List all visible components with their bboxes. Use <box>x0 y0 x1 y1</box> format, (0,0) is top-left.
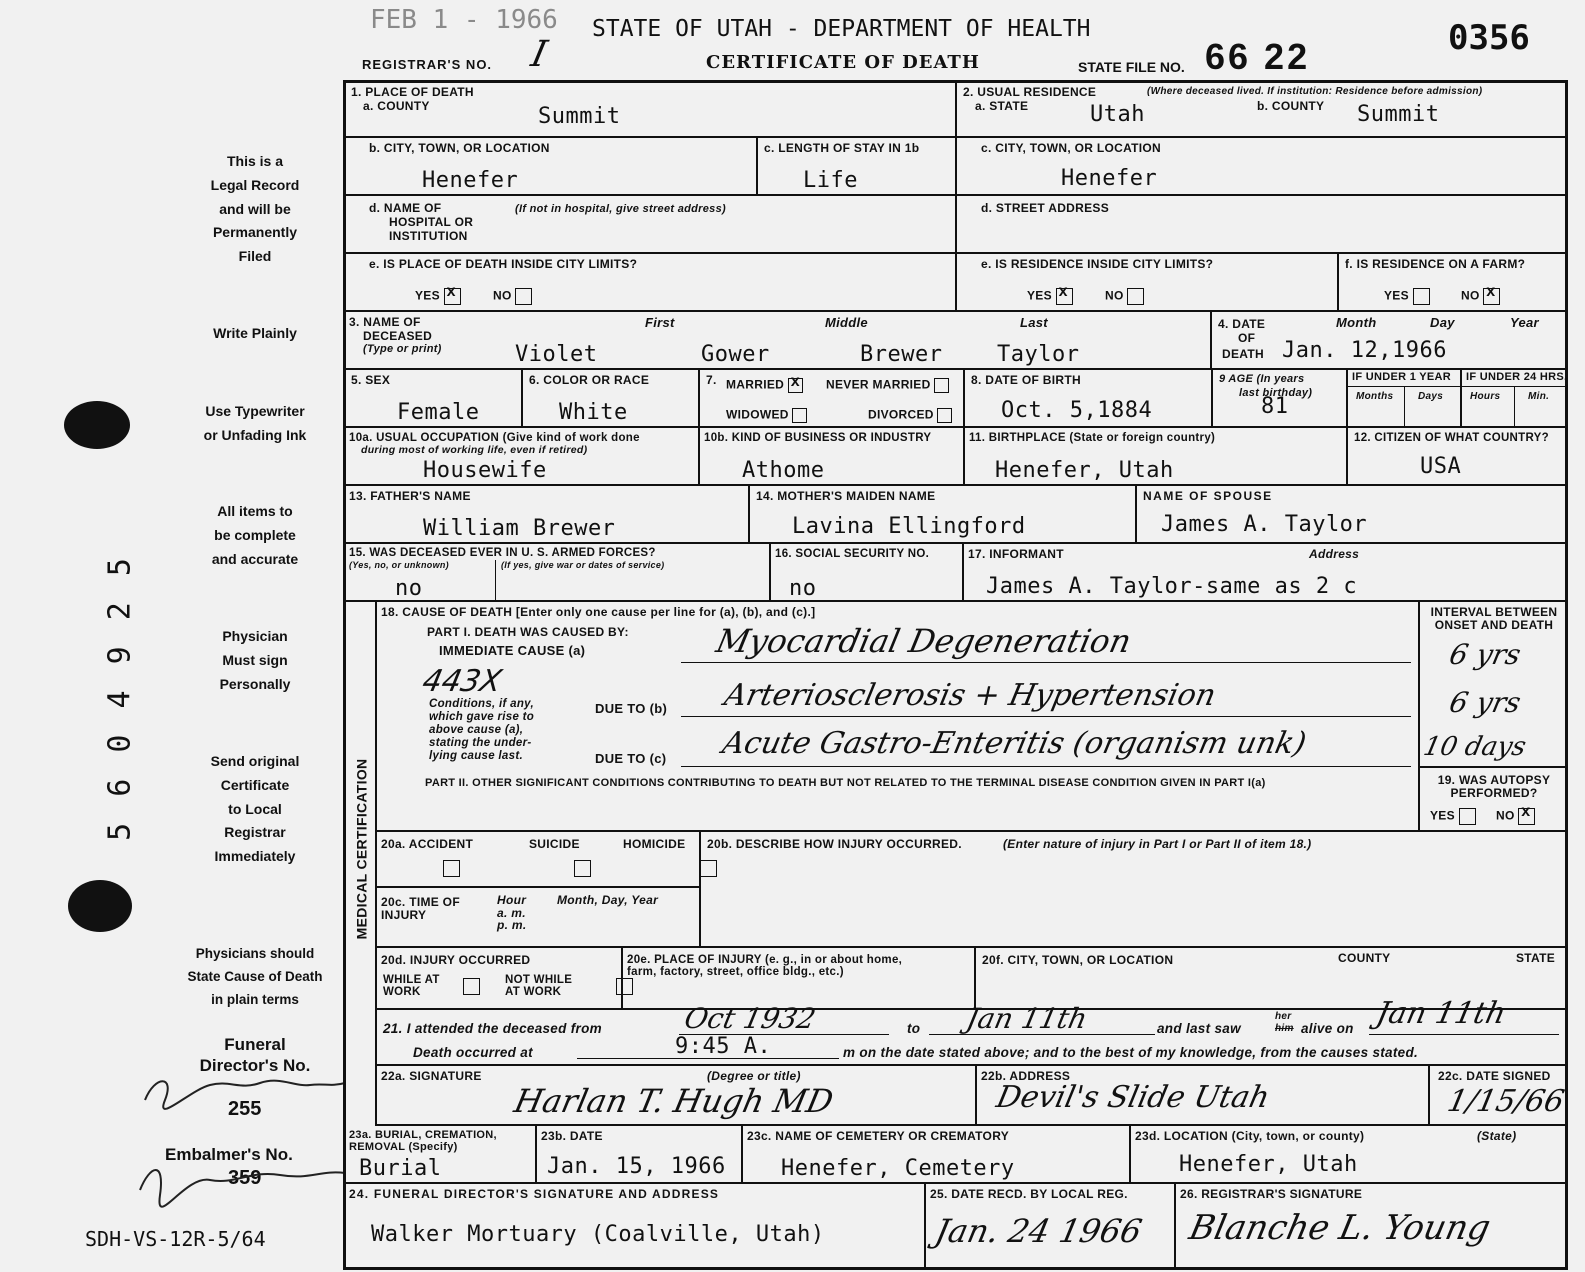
date-of-death-cell: 4. DATE OF DEATH Month Day Year Jan. 12,1966 <box>1212 312 1568 370</box>
race-cell: 6. COLOR OR RACE White <box>523 370 700 428</box>
accident-type-cell: 20a. ACCIDENT SUICIDE HOMICIDE <box>377 832 701 888</box>
farm-yes-checkbox[interactable] <box>1413 288 1430 305</box>
signature-cell: 22a. SIGNATURE (Degree or title) Harlan T. Hugh MD <box>377 1066 977 1126</box>
residence-county-value: Summit <box>1357 102 1440 127</box>
department-title: STATE OF UTAH - DEPARTMENT OF HEALTH <box>592 16 1091 42</box>
social-security-cell: 16. SOCIAL SECURITY NO. no <box>771 544 964 602</box>
burial-cell: 23a. BURIAL, CREMATION, REMOVAL (Specify) Burial <box>345 1126 537 1184</box>
sidebar-typewriter-note: Use Typewriter or Unfading Ink <box>203 403 307 443</box>
father-name-value: William Brewer <box>423 516 616 541</box>
attended-cell: 21. I attended the deceased from Oct 1932 to Jan 11th and last saw her him alive on Jan 11th Death occurred at 9:45 A. m on the date stated above; and to the best of my knowledge, from the causes stated. <box>377 1010 1568 1066</box>
interval-cell: INTERVAL BETWEEN ONSET AND DEATH 6 yrs 6 yrs 10 days <box>1420 602 1568 768</box>
citizen-value: USA <box>1420 454 1462 479</box>
residence-inside-limits-no-checkbox[interactable] <box>1127 288 1144 305</box>
length-of-stay-cell: c. LENGTH OF STAY IN 1b Life <box>758 138 957 196</box>
deceased-middle-name: Gower <box>701 342 770 367</box>
residence-city-cell: c. CITY, TOWN, OR LOCATION Henefer <box>957 138 1568 196</box>
under-24-hours-cell: IF UNDER 24 HRS. Hours Min. <box>1462 370 1568 428</box>
suicide-checkbox[interactable] <box>574 860 591 877</box>
physician-address-value: Devil's Slide Utah <box>993 1080 1273 1115</box>
autopsy-yes-checkbox[interactable] <box>1459 808 1476 825</box>
attended-from-value: Oct 1932 <box>681 1002 819 1035</box>
death-inside-limits-yes-checkbox[interactable] <box>444 288 461 305</box>
death-inside-limits-no-checkbox[interactable] <box>515 288 532 305</box>
injury-description-cell: 20b. DESCRIBE HOW INJURY OCCURRED. (Enter nature of injury in Part I or Part II of item 18.) <box>701 832 1568 948</box>
married-checkbox[interactable] <box>788 378 803 393</box>
sidebar-legal-note: This is a Legal Record and will be Permanently Filed <box>210 153 300 265</box>
date-signed-cell: 22c. DATE SIGNED 1/15/66 <box>1430 1066 1568 1126</box>
state-file-value: 66 22 <box>1205 36 1311 77</box>
interval-c-value: 10 days <box>1420 732 1529 762</box>
due-to-b-value: Arteriosclerosis + Hypertension <box>721 678 1220 713</box>
sidebar-send-note: Send original Certificate to Local Registrar Immediately <box>210 753 300 865</box>
father-name-cell: 13. FATHER'S NAME William Brewer <box>345 486 750 544</box>
cemetery-value: Henefer, Cemetery <box>781 1156 1015 1181</box>
occupation-cell: 10a. USUAL OCCUPATION (Give kind of work done during most of working life, even if retired) Housewife <box>345 428 700 486</box>
under-1-year-cell: IF UNDER 1 YEAR Months Days <box>1348 370 1462 428</box>
mother-name-cell: 14. MOTHER'S MAIDEN NAME Lavina Ellingford <box>750 486 1137 544</box>
injury-occurred-cell: 20d. INJURY OCCURRED WHILE AT WORK NOT WHILE AT WORK <box>377 948 623 1010</box>
time-of-injury-cell: 20c. TIME OF INJURY Hour a. m. p. m. Month, Day, Year <box>377 888 701 948</box>
cemetery-cell: 23c. NAME OF CEMETERY OR CREMATORY Henefer, Cemetery <box>743 1126 1131 1184</box>
date-signed-value: 1/15/66 <box>1444 1084 1568 1119</box>
while-at-work-checkbox[interactable] <box>463 978 480 995</box>
spouse-name-value: James A. Taylor <box>1161 512 1368 537</box>
informant-value: James A. Taylor-same as 2 c <box>986 574 1358 599</box>
mother-name-value: Lavina Ellingford <box>792 514 1026 539</box>
sidebar-cause-note: Physicians should State Cause of Death in plain terms <box>187 946 323 1007</box>
corner-number: 0356 <box>1448 18 1530 58</box>
attended-to-value: Jan 11th <box>963 1002 1091 1035</box>
registrar-signature-cell: 26. REGISTRAR'S SIGNATURE Blanche L. Young <box>1180 1187 1494 1248</box>
funeral-director-label: Funeral Director's No. <box>199 1035 311 1076</box>
deceased-middle-name-2: Brewer <box>860 342 943 367</box>
widowed-checkbox[interactable] <box>792 408 807 423</box>
burial-date-cell: 23b. DATE Jan. 15, 1966 <box>537 1126 743 1184</box>
due-to-c-value: Acute Gastro-Enteritis (organism unk) <box>719 726 1310 761</box>
date-of-birth-value: Oct. 5,1884 <box>1001 398 1153 423</box>
armed-forces-value: no <box>395 576 423 601</box>
race-value: White <box>559 400 628 425</box>
funeral-director-no: 255 <box>228 1098 262 1120</box>
residence-inside-limits-yes-checkbox[interactable] <box>1056 288 1073 305</box>
place-county-cell: 1. PLACE OF DEATH a. COUNTY Summit <box>345 82 957 138</box>
farm-no-checkbox[interactable] <box>1483 288 1500 305</box>
death-time-value: 9:45 A. <box>675 1034 772 1059</box>
residence-state-value: Utah <box>1090 102 1145 127</box>
occupation-value: Housewife <box>423 458 547 483</box>
residence-state-cell: 2. USUAL RESIDENCE (Where deceased lived. If institution: Residence before admission) a. STATE Utah b. COUNTY Summit <box>957 82 1568 138</box>
date-received-value: Jan. 24 1966 <box>931 1212 1146 1250</box>
deceased-last-name: Taylor <box>997 342 1080 367</box>
date-of-death-value: Jan. 12,1966 <box>1282 338 1447 363</box>
spouse-name-cell: NAME OF SPOUSE James A. Taylor <box>1137 486 1568 544</box>
sex-value: Female <box>397 400 480 425</box>
place-county-value: Summit <box>538 104 621 129</box>
date-received-cell: 25. DATE RECD. BY LOCAL REG. Jan. 24 1966 <box>926 1184 1176 1268</box>
registrar-signature: Blanche L. Young <box>1185 1208 1494 1248</box>
form-number: SDH-VS-12R-5/64 <box>85 1227 266 1251</box>
place-of-injury-cell: 20e. PLACE OF INJURY (e. g., in or about home, farm, factory, street, office bldg., etc.) <box>623 948 976 1010</box>
burial-value: Burial <box>359 1156 442 1181</box>
state-file-label: STATE FILE NO. <box>1078 59 1185 75</box>
deceased-first-name: Violet <box>515 342 598 367</box>
sidebar-complete-note: All items to be complete and accurate <box>211 503 299 567</box>
citizen-cell: 12. CITIZEN OF WHAT COUNTRY? USA <box>1348 428 1568 486</box>
informant-cell: 17. INFORMANT Address James A. Taylor-same as 2 c <box>964 544 1568 602</box>
interval-a-value: 6 yrs <box>1446 638 1524 671</box>
deceased-name-cell: 3. NAME OF DECEASED (Type or print) First Middle Last Violet Gower Brewer Taylor <box>345 312 1212 370</box>
date-of-birth-cell: 8. DATE OF BIRTH Oct. 5,1884 <box>965 370 1213 428</box>
immediate-cause-value: Myocardial Degeneration <box>712 622 1135 660</box>
hospital-cell: d. NAME OF HOSPITAL OR INSTITUTION (If not in hospital, give street address) <box>345 196 957 254</box>
physician-address-cell: 22b. ADDRESS Devil's Slide Utah <box>977 1066 1430 1126</box>
date-stamp: FEB 1 - 1966 <box>370 5 558 35</box>
business-value: Athome <box>742 458 825 483</box>
birthplace-value: Henefer, Utah <box>995 458 1174 483</box>
certificate-title: CERTIFICATE OF DEATH <box>706 52 980 73</box>
street-address-cell: d. STREET ADDRESS <box>957 196 1568 254</box>
autopsy-cell: 19. WAS AUTOPSY PERFORMED? YES NO x <box>1420 768 1568 832</box>
age-cell: 9 AGE (In years last birthday) 81 <box>1213 370 1348 428</box>
autopsy-no-checkbox[interactable] <box>1518 808 1535 825</box>
interval-b-value: 6 yrs <box>1446 686 1524 719</box>
injury-city-cell: 20f. CITY, TOWN, OR LOCATION COUNTY STATE <box>976 948 1568 1010</box>
death-city-limits-cell: e. IS PLACE OF DEATH INSIDE CITY LIMITS? YES x NO <box>345 254 957 312</box>
length-of-stay-value: Life <box>803 168 858 193</box>
embalmer-label: Embalmer's No. <box>165 1145 293 1164</box>
residence-city-value: Henefer <box>1061 166 1158 191</box>
funeral-director-value: Walker Mortuary (Coalville, Utah) <box>371 1222 825 1247</box>
funeral-director-cell: 24. FUNERAL DIRECTOR'S SIGNATURE AND ADDRESS Walker Mortuary (Coalville, Utah) <box>345 1184 926 1268</box>
registrar-no-value: I <box>527 34 551 75</box>
physician-signature: Harlan T. Hugh MD <box>510 1082 837 1120</box>
vertical-serial-number: 5 6 0 4 9 2 5 <box>102 554 138 841</box>
registrar-no-label: REGISTRAR'S NO. <box>362 57 493 72</box>
accident-checkbox[interactable] <box>443 860 460 877</box>
armed-forces-cell: 15. WAS DECEASED EVER IN U. S. ARMED FORCES? (Yes, no, or unknown) (If yes, give war or dates of service) no <box>345 544 771 602</box>
divorced-checkbox[interactable] <box>937 408 952 423</box>
sidebar-physician-note: Physician Must sign Personally <box>219 628 291 692</box>
last-seen-value: Jan 11th <box>1373 996 1510 1031</box>
place-city-value: Henefer <box>422 168 519 193</box>
social-security-value: no <box>789 576 817 601</box>
burial-location-cell: 23d. LOCATION (City, town, or county) (State) Henefer, Utah <box>1131 1126 1568 1184</box>
sidebar-write-note: Write Plainly <box>213 325 297 341</box>
medical-certification-label: MEDICAL CERTIFICATION <box>353 758 370 940</box>
burial-date-value: Jan. 15, 1966 <box>547 1154 726 1179</box>
business-cell: 10b. KIND OF BUSINESS OR INDUSTRY Athome <box>700 428 965 486</box>
burial-location-value: Henefer, Utah <box>1179 1152 1358 1177</box>
punch-hole-bottom <box>68 880 132 932</box>
marital-status-cell: 7. MARRIED x NEVER MARRIED WIDOWED DIVORCED <box>700 370 965 428</box>
embalmer-no: 359 <box>228 1167 262 1189</box>
residence-farm-cell: f. IS RESIDENCE ON A FARM? YES NO x <box>1339 254 1568 312</box>
funeral-director-signature <box>130 1055 350 1215</box>
birthplace-cell: 11. BIRTHPLACE (State or foreign country) Henefer, Utah <box>965 428 1348 486</box>
cause-code: 443X <box>419 664 505 699</box>
place-city-cell: b. CITY, TOWN, OR LOCATION Henefer <box>345 138 758 196</box>
cause-of-death-cell: 18. CAUSE OF DEATH [Enter only one cause per line for (a), (b), and (c).] PART I. DEATH WAS CAUSED BY: IMMEDIATE CAUSE (a) Myocardial Degeneration 443X Conditions, if any, which gave rise to above cause (a), stating the under- lying cause last. DUE TO (b) Arteriosclerosis + Hypertension DUE TO (c) Acute Gastro-Enteritis (organism unk) PART II. OTHER SIGNIFICANT CONDITIONS CONTRIBUTING TO DEATH BUT NOT RELATED TO THE TERMINAL DISEASE CONDITION GIVEN IN PART I(a) <box>377 602 1420 832</box>
punch-hole-top <box>64 401 130 449</box>
age-value: 81 <box>1261 394 1289 419</box>
never-married-checkbox[interactable] <box>934 378 949 393</box>
sex-cell: 5. SEX Female <box>345 370 523 428</box>
residence-city-limits-cell: e. IS RESIDENCE INSIDE CITY LIMITS? YES x NO <box>957 254 1339 312</box>
